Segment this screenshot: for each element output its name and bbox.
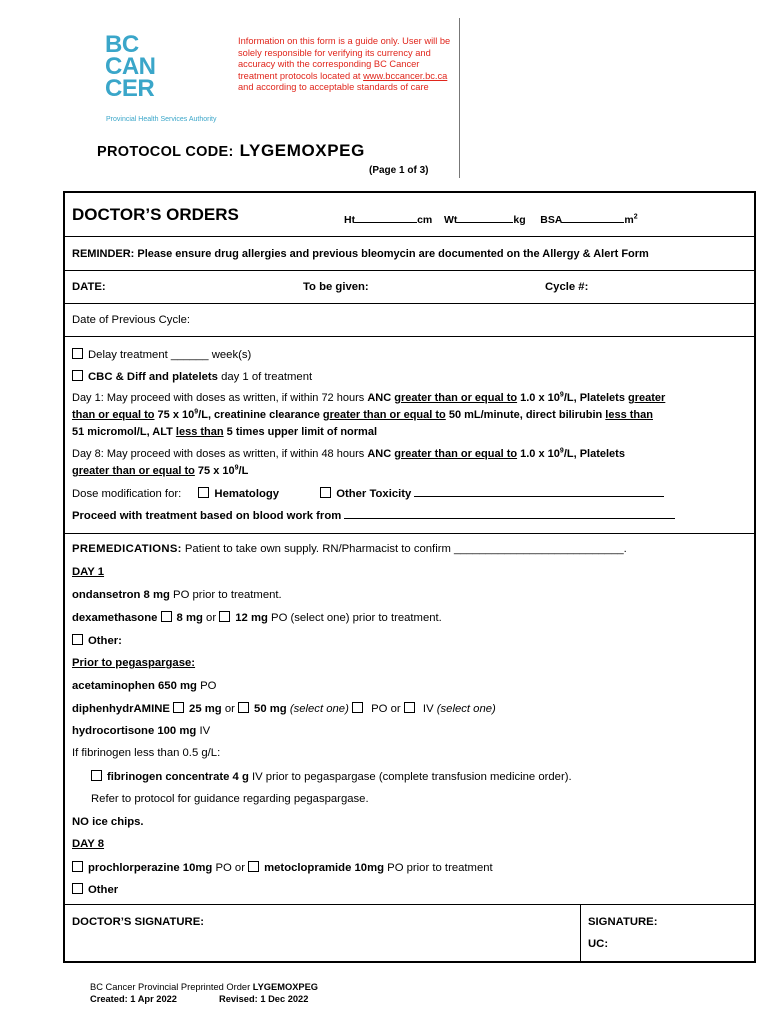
ht-label: Ht bbox=[344, 214, 356, 226]
text: less than bbox=[605, 409, 653, 421]
text: /L, Platelets bbox=[563, 448, 625, 460]
text: Other Toxicity bbox=[336, 488, 412, 500]
ondansetron-order bbox=[72, 589, 282, 601]
text: 1.0 x 10 bbox=[517, 448, 560, 460]
day8-criteria-line2 bbox=[72, 465, 248, 477]
bsa-unit-sup: 2 bbox=[633, 213, 638, 221]
text: greater than or equal to bbox=[394, 448, 518, 460]
text: PO or bbox=[212, 862, 249, 874]
footer-line1 bbox=[90, 982, 318, 994]
disclaimer-text: Information on this form is a guide only. User will be solely responsible for verifying its currency and accuracy with the corresponding BC Cancer treatment protocols located at bbox=[238, 36, 451, 81]
cbc-rest: day 1 of treatment bbox=[217, 371, 313, 383]
proceed-treatment bbox=[72, 508, 675, 522]
text: 75 x 10 bbox=[154, 409, 195, 421]
prochlorperazine-checkbox[interactable] bbox=[72, 861, 83, 872]
text: 1.0 x 10 bbox=[517, 392, 560, 404]
delay-treatment-checkbox[interactable] bbox=[72, 348, 83, 359]
text: 50 mg bbox=[254, 703, 287, 715]
logo-subtitle: Provincial Health Services Authority bbox=[106, 116, 217, 123]
footer bbox=[90, 982, 318, 1005]
text: diphenhydrAMINE bbox=[72, 703, 170, 715]
protocol-code-value: LYGEMOXPEG bbox=[239, 141, 365, 160]
protocol-code bbox=[97, 141, 365, 161]
fibrinogen-order bbox=[91, 770, 572, 783]
text: greater bbox=[628, 392, 666, 404]
metoclopramide-checkbox[interactable] bbox=[248, 861, 259, 872]
doctors-orders-form bbox=[63, 191, 756, 963]
blood-work-from-field[interactable] bbox=[344, 508, 675, 519]
cycle-label: Cycle #: bbox=[545, 281, 589, 293]
cbc-order bbox=[72, 370, 312, 383]
text: IV prior to pegaspargase (complete transfusion medicine order). bbox=[248, 771, 572, 783]
text: ANC bbox=[367, 448, 392, 460]
text: Hematology bbox=[214, 488, 280, 500]
logo-line-3: CER bbox=[105, 75, 155, 102]
bccancer-link[interactable]: www.bccancer.bc.ca bbox=[363, 70, 448, 81]
premedications-header bbox=[72, 543, 627, 555]
previous-cycle-label: Date of Previous Cycle: bbox=[72, 314, 191, 326]
other-toxicity-field[interactable] bbox=[414, 486, 664, 497]
hydrocortisone-order bbox=[72, 725, 210, 737]
text: or bbox=[202, 612, 220, 624]
wt-label: Wt bbox=[443, 214, 458, 226]
text: 12 mg bbox=[235, 612, 268, 624]
text: /L, Platelets bbox=[563, 392, 629, 404]
text: Dose modification for: bbox=[72, 488, 182, 500]
bsa-field[interactable] bbox=[562, 212, 624, 223]
text: /L, creatinine clearance bbox=[198, 409, 323, 421]
uc-label: UC: bbox=[588, 938, 609, 950]
text: Other: bbox=[88, 635, 122, 647]
text: 25 mg bbox=[189, 703, 222, 715]
pegaspargase-guidance: Refer to protocol for guidance regarding pegaspargase. bbox=[91, 793, 369, 805]
text: PO bbox=[196, 680, 217, 692]
bsa-unit: m bbox=[624, 214, 634, 226]
dose-modification bbox=[72, 486, 664, 500]
wt-unit: kg bbox=[513, 214, 526, 226]
divider bbox=[65, 236, 754, 237]
text: 9 bbox=[234, 464, 239, 472]
ht-field[interactable] bbox=[355, 212, 417, 223]
footer-line2 bbox=[90, 994, 318, 1006]
page-number: (Page 1 of 3) bbox=[369, 165, 429, 176]
day1-criteria-line1 bbox=[72, 392, 665, 404]
text: greater than or equal to bbox=[72, 465, 195, 477]
other-day8-checkbox[interactable] bbox=[72, 883, 83, 894]
day8-heading: DAY 8 bbox=[72, 838, 105, 850]
text: 50 mL/minute, direct bilirubin bbox=[445, 409, 606, 421]
text: Other bbox=[88, 884, 119, 896]
text: 9 bbox=[194, 408, 199, 416]
text: 9 bbox=[559, 391, 564, 399]
day1-criteria-line3 bbox=[72, 426, 377, 438]
text: 8 mg bbox=[176, 612, 203, 624]
text: PO prior to treatment. bbox=[169, 589, 282, 601]
day1-heading: DAY 1 bbox=[72, 566, 105, 578]
measurements bbox=[344, 212, 638, 226]
text: dexamethasone bbox=[72, 612, 158, 624]
text: or bbox=[221, 703, 239, 715]
day8-criteria-line1 bbox=[72, 448, 625, 460]
text: ondansetron 8 mg bbox=[72, 589, 170, 601]
diphenhydramine-iv-checkbox[interactable] bbox=[404, 702, 415, 713]
divider bbox=[65, 533, 754, 534]
bc-cancer-logo bbox=[105, 31, 165, 102]
text: 9 bbox=[559, 447, 564, 455]
text: greater than or equal to bbox=[322, 409, 446, 421]
text: Created: 1 Apr 2022 bbox=[90, 993, 177, 1004]
form-title: DOCTOR’S ORDERS bbox=[72, 205, 239, 224]
text: 75 x 10 bbox=[194, 465, 235, 477]
other-day8 bbox=[72, 883, 118, 896]
text: prochlorperazine 10mg bbox=[88, 862, 213, 874]
logo-line-1: BC bbox=[105, 31, 139, 58]
divider bbox=[65, 303, 754, 304]
dexamethasone-8mg-checkbox[interactable] bbox=[161, 611, 172, 622]
other-toxicity-checkbox[interactable] bbox=[320, 487, 331, 498]
prior-pegaspargase-heading: Prior to pegaspargase: bbox=[72, 657, 196, 669]
delay-treatment bbox=[72, 348, 251, 361]
dexamethasone-12mg-checkbox[interactable] bbox=[219, 611, 230, 622]
text: Proceed with treatment based on blood work from bbox=[72, 510, 342, 522]
doctor-signature-label: DOCTOR’S SIGNATURE: bbox=[72, 916, 205, 928]
signature-label: SIGNATURE: bbox=[588, 916, 658, 928]
text: PREMEDICATIONS: bbox=[72, 543, 182, 555]
other-premed bbox=[72, 634, 122, 647]
fibrinogen-checkbox[interactable] bbox=[91, 770, 102, 781]
text: IV bbox=[196, 725, 211, 737]
no-ice-chips: NO ice chips. bbox=[72, 816, 144, 828]
dexamethasone-order bbox=[72, 611, 442, 624]
text: (select one) bbox=[433, 703, 496, 715]
text: metoclopramide 10mg bbox=[264, 862, 385, 874]
text: PO prior to treatment bbox=[384, 862, 493, 874]
text: greater than or equal to bbox=[394, 392, 518, 404]
text: ANC bbox=[367, 392, 392, 404]
diphenhydramine-order bbox=[72, 702, 496, 715]
text: PO (select one) prior to treatment. bbox=[267, 612, 442, 624]
day1-criteria-line2 bbox=[72, 409, 653, 421]
signature-divider bbox=[580, 904, 581, 963]
protocol-label: PROTOCOL CODE: bbox=[97, 144, 234, 160]
text: Day 8: May proceed with doses as written, if within 48 hours bbox=[72, 448, 368, 460]
logo-line-2: CAN bbox=[105, 53, 156, 80]
text: Day 1: May proceed with doses as written, if within 72 hours bbox=[72, 392, 368, 404]
cbc-bold: CBC & Diff and platelets bbox=[88, 371, 218, 383]
text: less than bbox=[175, 426, 224, 438]
divider bbox=[65, 904, 754, 905]
text: acetaminophen 650 mg bbox=[72, 680, 197, 692]
other-premed-checkbox[interactable] bbox=[72, 634, 83, 645]
date-label: DATE: bbox=[72, 281, 106, 293]
fibrinogen-condition: If fibrinogen less than 0.5 g/L: bbox=[72, 747, 221, 759]
diphenhydramine-po-checkbox[interactable] bbox=[352, 702, 363, 713]
day8-antiemetic-order bbox=[72, 861, 493, 874]
header-divider bbox=[459, 18, 460, 178]
hematology-checkbox[interactable] bbox=[198, 487, 209, 498]
ht-unit: cm bbox=[417, 214, 433, 226]
delay-text: Delay treatment ______ week(s) bbox=[88, 349, 252, 361]
text: Patient to take own supply. RN/Pharmacist to confirm ___________________________. bbox=[181, 543, 627, 555]
reminder: REMINDER: Please ensure drug allergies and previous bleomycin are documented on the Allergy & Alert Form bbox=[72, 248, 649, 260]
divider bbox=[65, 270, 754, 271]
text: BC Cancer Provincial Preprinted Order bbox=[90, 982, 253, 992]
acetaminophen-order bbox=[72, 680, 216, 692]
text: fibrinogen concentrate 4 g bbox=[107, 771, 249, 783]
text: 5 times upper limit of normal bbox=[223, 426, 378, 438]
diphenhydramine-50mg-checkbox[interactable] bbox=[238, 702, 249, 713]
to-be-given-label: To be given: bbox=[303, 281, 369, 293]
wt-field[interactable] bbox=[457, 212, 513, 223]
diphenhydramine-25mg-checkbox[interactable] bbox=[173, 702, 184, 713]
text: hydrocortisone 100 mg bbox=[72, 725, 197, 737]
divider bbox=[65, 336, 754, 337]
text: 51 micromol/L, ALT bbox=[72, 426, 176, 438]
disclaimer bbox=[238, 36, 453, 94]
text: /L bbox=[238, 465, 249, 477]
text: (select one) bbox=[286, 703, 349, 715]
disclaimer-text-end: and according to acceptable standards of care bbox=[238, 82, 429, 93]
text: than or equal to bbox=[72, 409, 155, 421]
text: Revised: 1 Dec 2022 bbox=[218, 993, 309, 1004]
text: IV bbox=[419, 703, 434, 715]
text: LYGEMOXPEG bbox=[252, 982, 319, 992]
bsa-label: BSA bbox=[540, 214, 563, 226]
cbc-checkbox[interactable] bbox=[72, 370, 83, 381]
text: PO or bbox=[368, 703, 404, 715]
